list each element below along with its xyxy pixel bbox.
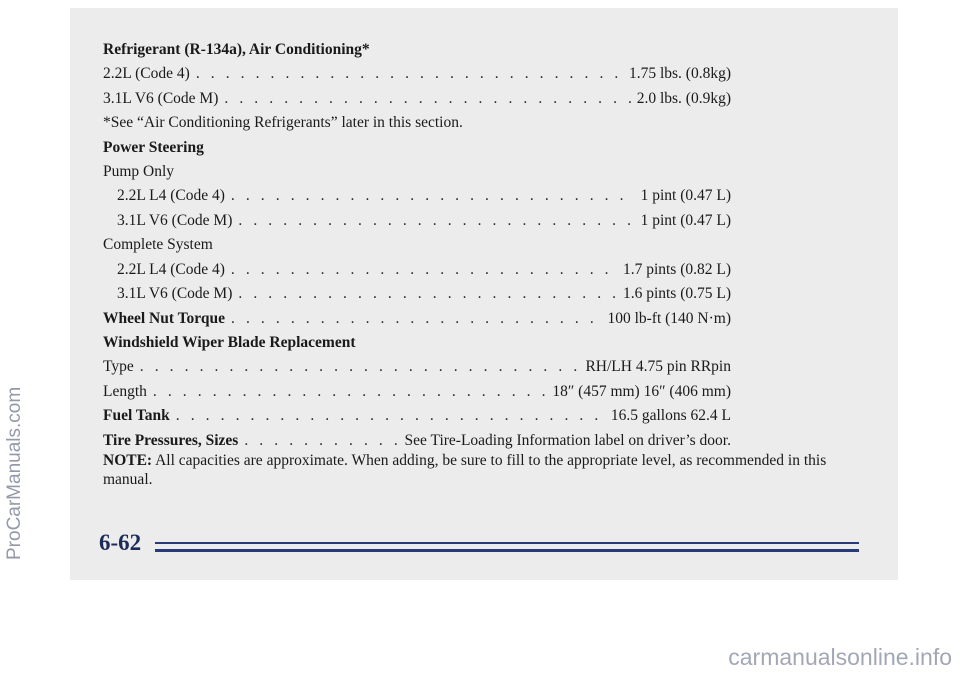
spec-value: 1.6 pints (0.75 L) <box>622 285 731 302</box>
spec-row <box>103 407 731 432</box>
note-label: NOTE: <box>103 452 153 469</box>
footer-rule-thick <box>155 549 859 552</box>
spec-row <box>103 310 731 335</box>
manual-page <box>70 8 898 580</box>
spec-row <box>103 285 731 310</box>
spec-value: 1 pint (0.47 L) <box>640 211 731 229</box>
note-text: All capacities are approximate. When adding, be sure to fill to the appropriate level, as recommended in this manual. <box>103 452 827 488</box>
spec-text: Pump Only <box>103 162 175 180</box>
side-watermark: ProCarManuals.com <box>4 386 25 560</box>
spec-row <box>103 90 731 115</box>
dot-leader <box>224 90 630 108</box>
spec-label: 2.2L L4 (Code 4) <box>117 187 225 204</box>
spec-row <box>103 383 731 408</box>
spec-list <box>103 41 731 456</box>
dot-leader <box>238 212 634 230</box>
page-footer <box>99 530 859 560</box>
dot-leader <box>231 187 635 205</box>
spec-value: See Tire-Loading Information label on driver’s door. <box>404 431 731 449</box>
spec-label: 3.1L V6 (Code M) <box>103 89 219 107</box>
footer-rule-thin <box>155 542 859 544</box>
dot-leader <box>176 407 605 425</box>
spec-label: Type <box>103 358 134 375</box>
spec-value: RH/LH 4.75 pin RRpin <box>585 358 731 375</box>
note-paragraph <box>103 451 863 489</box>
spec-label: 3.1L V6 (Code M) <box>117 285 233 302</box>
spec-label <box>103 407 170 425</box>
spec-label <box>103 310 225 328</box>
spec-row <box>103 261 731 286</box>
section-heading: Power Steering <box>103 138 204 156</box>
spec-text: *See “Air Conditioning Refrigerants” later in this section. <box>103 114 463 131</box>
spec-label-bold: Tire Pressures, Sizes <box>103 431 239 449</box>
section-heading: Refrigerant (R-134a), Air Conditioning* <box>103 41 370 58</box>
dot-leader <box>196 65 623 83</box>
page-number: 6-62 <box>99 530 142 555</box>
spec-value: 2.0 lbs. (0.9kg) <box>636 89 731 107</box>
spec-label-bold: Fuel Tank <box>103 407 170 424</box>
spec-label-bold: Wheel Nut Torque <box>103 309 226 327</box>
spec-value: 1.75 lbs. (0.8kg) <box>628 65 731 82</box>
spec-value: 100 lb-ft (140 N·m) <box>607 309 731 327</box>
spec-label: Length <box>103 382 147 400</box>
dot-leader <box>231 261 617 279</box>
section-heading: Windshield Wiper Blade Replacement <box>103 334 356 351</box>
spec-row <box>103 187 731 212</box>
bottom-watermark: carmanualsonline.info <box>728 644 952 670</box>
spec-value: 1 pint (0.47 L) <box>640 187 731 204</box>
spec-label: 3.1L V6 (Code M) <box>117 211 233 229</box>
spec-row <box>103 212 731 237</box>
dot-leader <box>244 432 398 450</box>
spec-label: 2.2L L4 (Code 4) <box>117 260 225 278</box>
dot-leader <box>238 285 617 303</box>
spec-value: 1.7 pints (0.82 L) <box>622 260 731 278</box>
dot-leader <box>140 358 580 376</box>
dot-leader <box>153 383 546 401</box>
spec-text: Complete System <box>103 236 213 253</box>
spec-value: 18″ (457 mm) 16″ (406 mm) <box>552 382 731 400</box>
spec-label: 2.2L (Code 4) <box>103 65 190 82</box>
dot-leader <box>231 310 601 328</box>
spec-label <box>103 432 238 450</box>
spec-row <box>103 65 731 90</box>
spec-value: 16.5 gallons 62.4 L <box>610 407 731 424</box>
spec-row <box>103 358 731 383</box>
